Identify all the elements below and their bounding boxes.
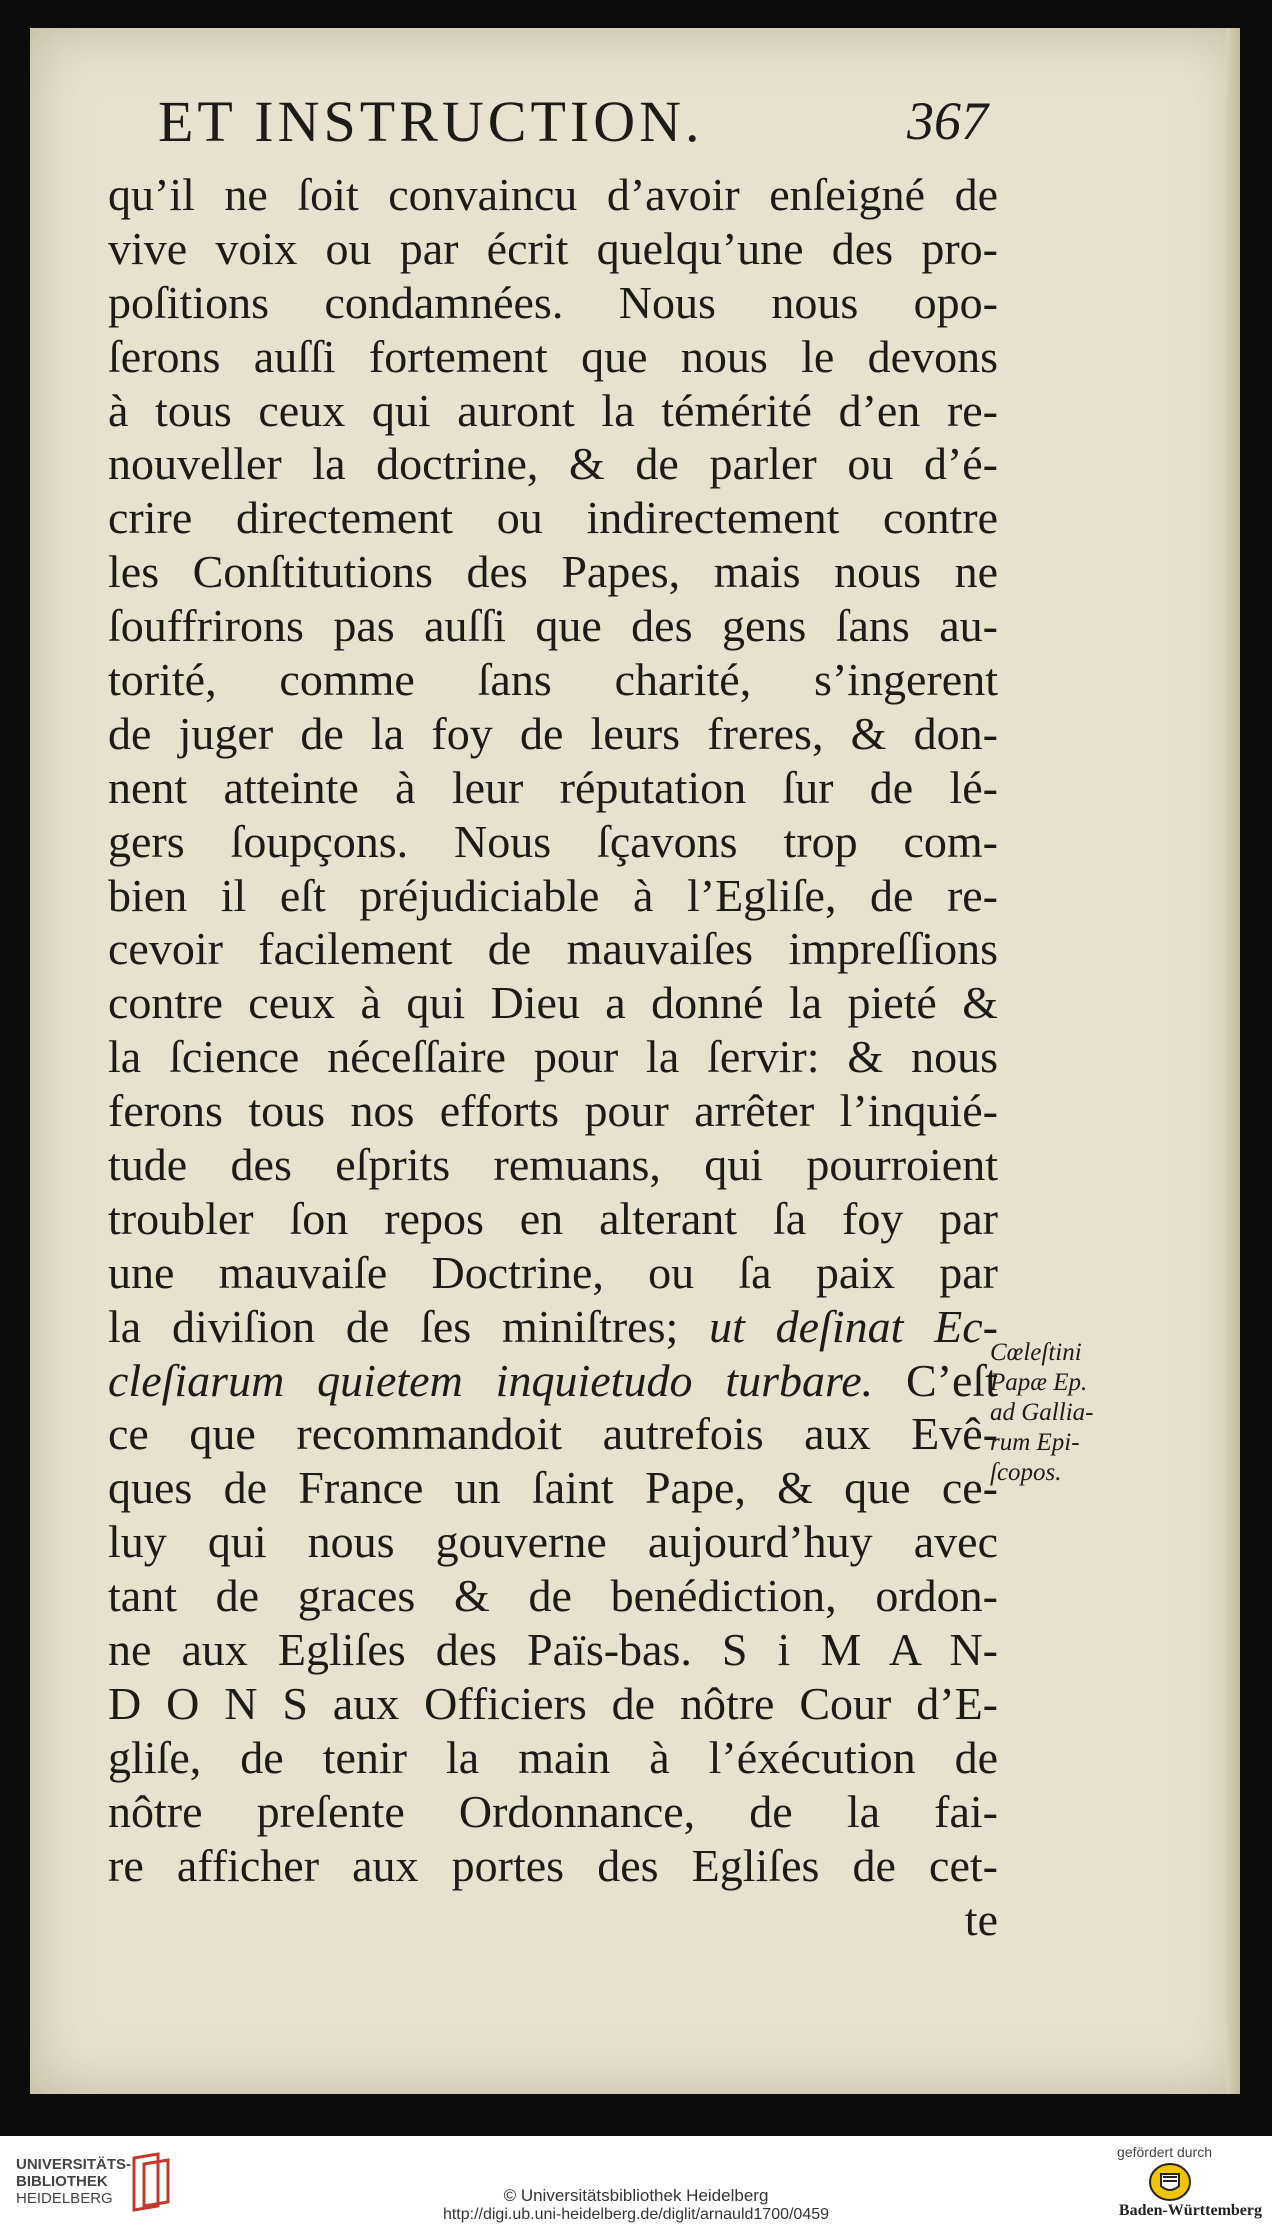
text-line: [108, 1354, 998, 1408]
line-text: ques de France un ſaint Pape, & que ce-: [108, 1462, 998, 1514]
text-line: [108, 1569, 998, 1623]
text-line: [108, 1246, 998, 1300]
line-text: vive voix ou par écrit quelqu’une des pro-: [108, 222, 998, 274]
line-text: D O N S aux Officiers de nôtre Cour d’E-: [108, 1677, 998, 1729]
line-text: de juger de la foy de leurs freres, & don-: [108, 707, 998, 759]
book-page-scan: [30, 28, 1240, 2094]
margin-note-line: Papæ Ep.: [990, 1369, 1088, 1396]
latin-quote-text: cleſiarum quietem inquietudo turbare.: [108, 1354, 874, 1406]
running-head: ET INSTRUCTION.: [158, 89, 704, 154]
text-line: [108, 1731, 998, 1785]
text-line: [108, 707, 998, 761]
line-text: tude des eſprits remuans, qui pourroient: [108, 1139, 998, 1191]
body-text: [108, 168, 998, 1946]
text-line: [108, 599, 998, 653]
line-text: contre ceux à qui Dieu a donné la pieté &: [108, 977, 998, 1029]
line-text: bien il eſt préjudiciable à l’Egliſe, de re-: [108, 869, 998, 921]
line-text: nouveller la doctrine, & de parler ou d’é-: [108, 438, 998, 490]
funded-by-label: gefördert durch: [1117, 2144, 1212, 2160]
text-line: [108, 1677, 998, 1731]
text-line: [108, 1839, 998, 1893]
catchword: te: [964, 1893, 998, 1945]
text-line: [108, 1785, 998, 1839]
line-text: les Conſtitutions des Papes, mais nous ne: [108, 546, 998, 598]
line-text: à tous ceux qui auront la témérité d’en re-: [108, 384, 998, 436]
margin-note-line: rum Epi-: [990, 1429, 1080, 1456]
text-line: [108, 761, 998, 815]
page-edge: [1226, 28, 1240, 2094]
line-text: nent atteinte à leur réputation ſur de lé-: [108, 761, 998, 813]
logo-line-3: HEIDELBERG: [16, 2190, 113, 2207]
text-line: [108, 545, 998, 599]
copyright-notice: © Universitätsbibliothek Heidelberg: [503, 2186, 769, 2205]
line-text: ferons tous nos efforts pour arrêter l’inquié-: [108, 1085, 998, 1137]
line-text: tant de graces & de benédiction, ordon-: [108, 1570, 998, 1622]
line-text: re afficher aux portes des Egliſes de cet-: [108, 1839, 998, 1891]
line-text: crire directement ou indirectement contre: [108, 492, 998, 544]
line-text: ce que recommandoit autrefois aux Evê-: [108, 1408, 998, 1460]
text-line: [108, 1300, 998, 1354]
text-line: [108, 330, 998, 384]
margin-note-line: ad Gallia-: [990, 1399, 1094, 1426]
text-line: [108, 168, 998, 222]
margin-note: [990, 1338, 1130, 1488]
text-line: [108, 1138, 998, 1192]
text-line: [108, 815, 998, 869]
line-text: une mauvaiſe Doctrine, ou ſa paix par: [108, 1246, 998, 1298]
line-text: qu’il ne ſoit convaincu d’avoir enſeigné de: [108, 169, 998, 220]
text-line: [108, 437, 998, 491]
line-text: cevoir facilement de mauvaiſes impreſſions: [108, 923, 998, 975]
line-text: troubler ſon repos en alterant ſa foy par: [108, 1192, 998, 1244]
line-text: ne aux Egliſes des Païs-bas. S i M A N-: [108, 1624, 998, 1676]
text-line: [108, 222, 998, 276]
text-line: [108, 1084, 998, 1138]
line-text: la ſcience néceſſaire pour la ſervir: & nous: [108, 1031, 998, 1083]
page-number: 367: [907, 91, 988, 151]
line-text: nôtre preſente Ordonnance, de la fai-: [108, 1785, 998, 1837]
line-text: gers ſoupçons. Nous ſçavons trop com-: [108, 815, 998, 867]
latin-quote-text: ut deſinat Ec-: [709, 1300, 998, 1352]
line-text: ſouffrirons pas auſſi que des gens ſans au-: [108, 600, 998, 652]
logo-line-2: BIBLIOTHEK: [16, 2173, 108, 2190]
text-line: [108, 1515, 998, 1569]
line-text: torité, comme ſans charité, s’ingerent: [108, 654, 998, 706]
page-header: [158, 88, 988, 168]
line-text: C’eſt: [873, 1354, 998, 1406]
margin-note-line: ſcopos.: [990, 1459, 1062, 1486]
text-line: [108, 384, 998, 438]
text-line: [108, 653, 998, 707]
logo-line-1: UNIVERSITÄTS-: [16, 2156, 132, 2173]
funder-name: Baden-Württemberg: [1118, 2202, 1262, 2219]
text-line: [108, 922, 998, 976]
text-line: [108, 1407, 998, 1461]
footer-bar: [0, 2136, 1272, 2228]
line-text: gliſe, de tenir la main à l’éxécution de: [108, 1731, 998, 1783]
text-line: [108, 1192, 998, 1246]
text-line: [108, 1030, 998, 1084]
line-text: ſerons auſſi fortement que nous le devons: [108, 330, 998, 382]
line-text: luy qui nous gouverne aujourd’huy avec: [108, 1516, 998, 1568]
text-line: [108, 1461, 998, 1515]
text-line: [108, 276, 998, 330]
text-line: [108, 869, 998, 923]
text-line: [108, 1623, 998, 1677]
margin-note-line: Cœleſtini: [990, 1339, 1082, 1366]
line-text: la diviſion de ſes miniſtres;: [108, 1300, 710, 1352]
text-line: [108, 491, 998, 545]
baden-wuerttemberg-crest-icon: [1148, 2162, 1192, 2202]
permalink-url[interactable]: http://digi.ub.uni-heidelberg.de/diglit/arnauld1700/0459: [442, 2206, 830, 2223]
line-text: poſitions condamnées. Nous nous opo-: [108, 276, 998, 328]
text-line: [108, 976, 998, 1030]
